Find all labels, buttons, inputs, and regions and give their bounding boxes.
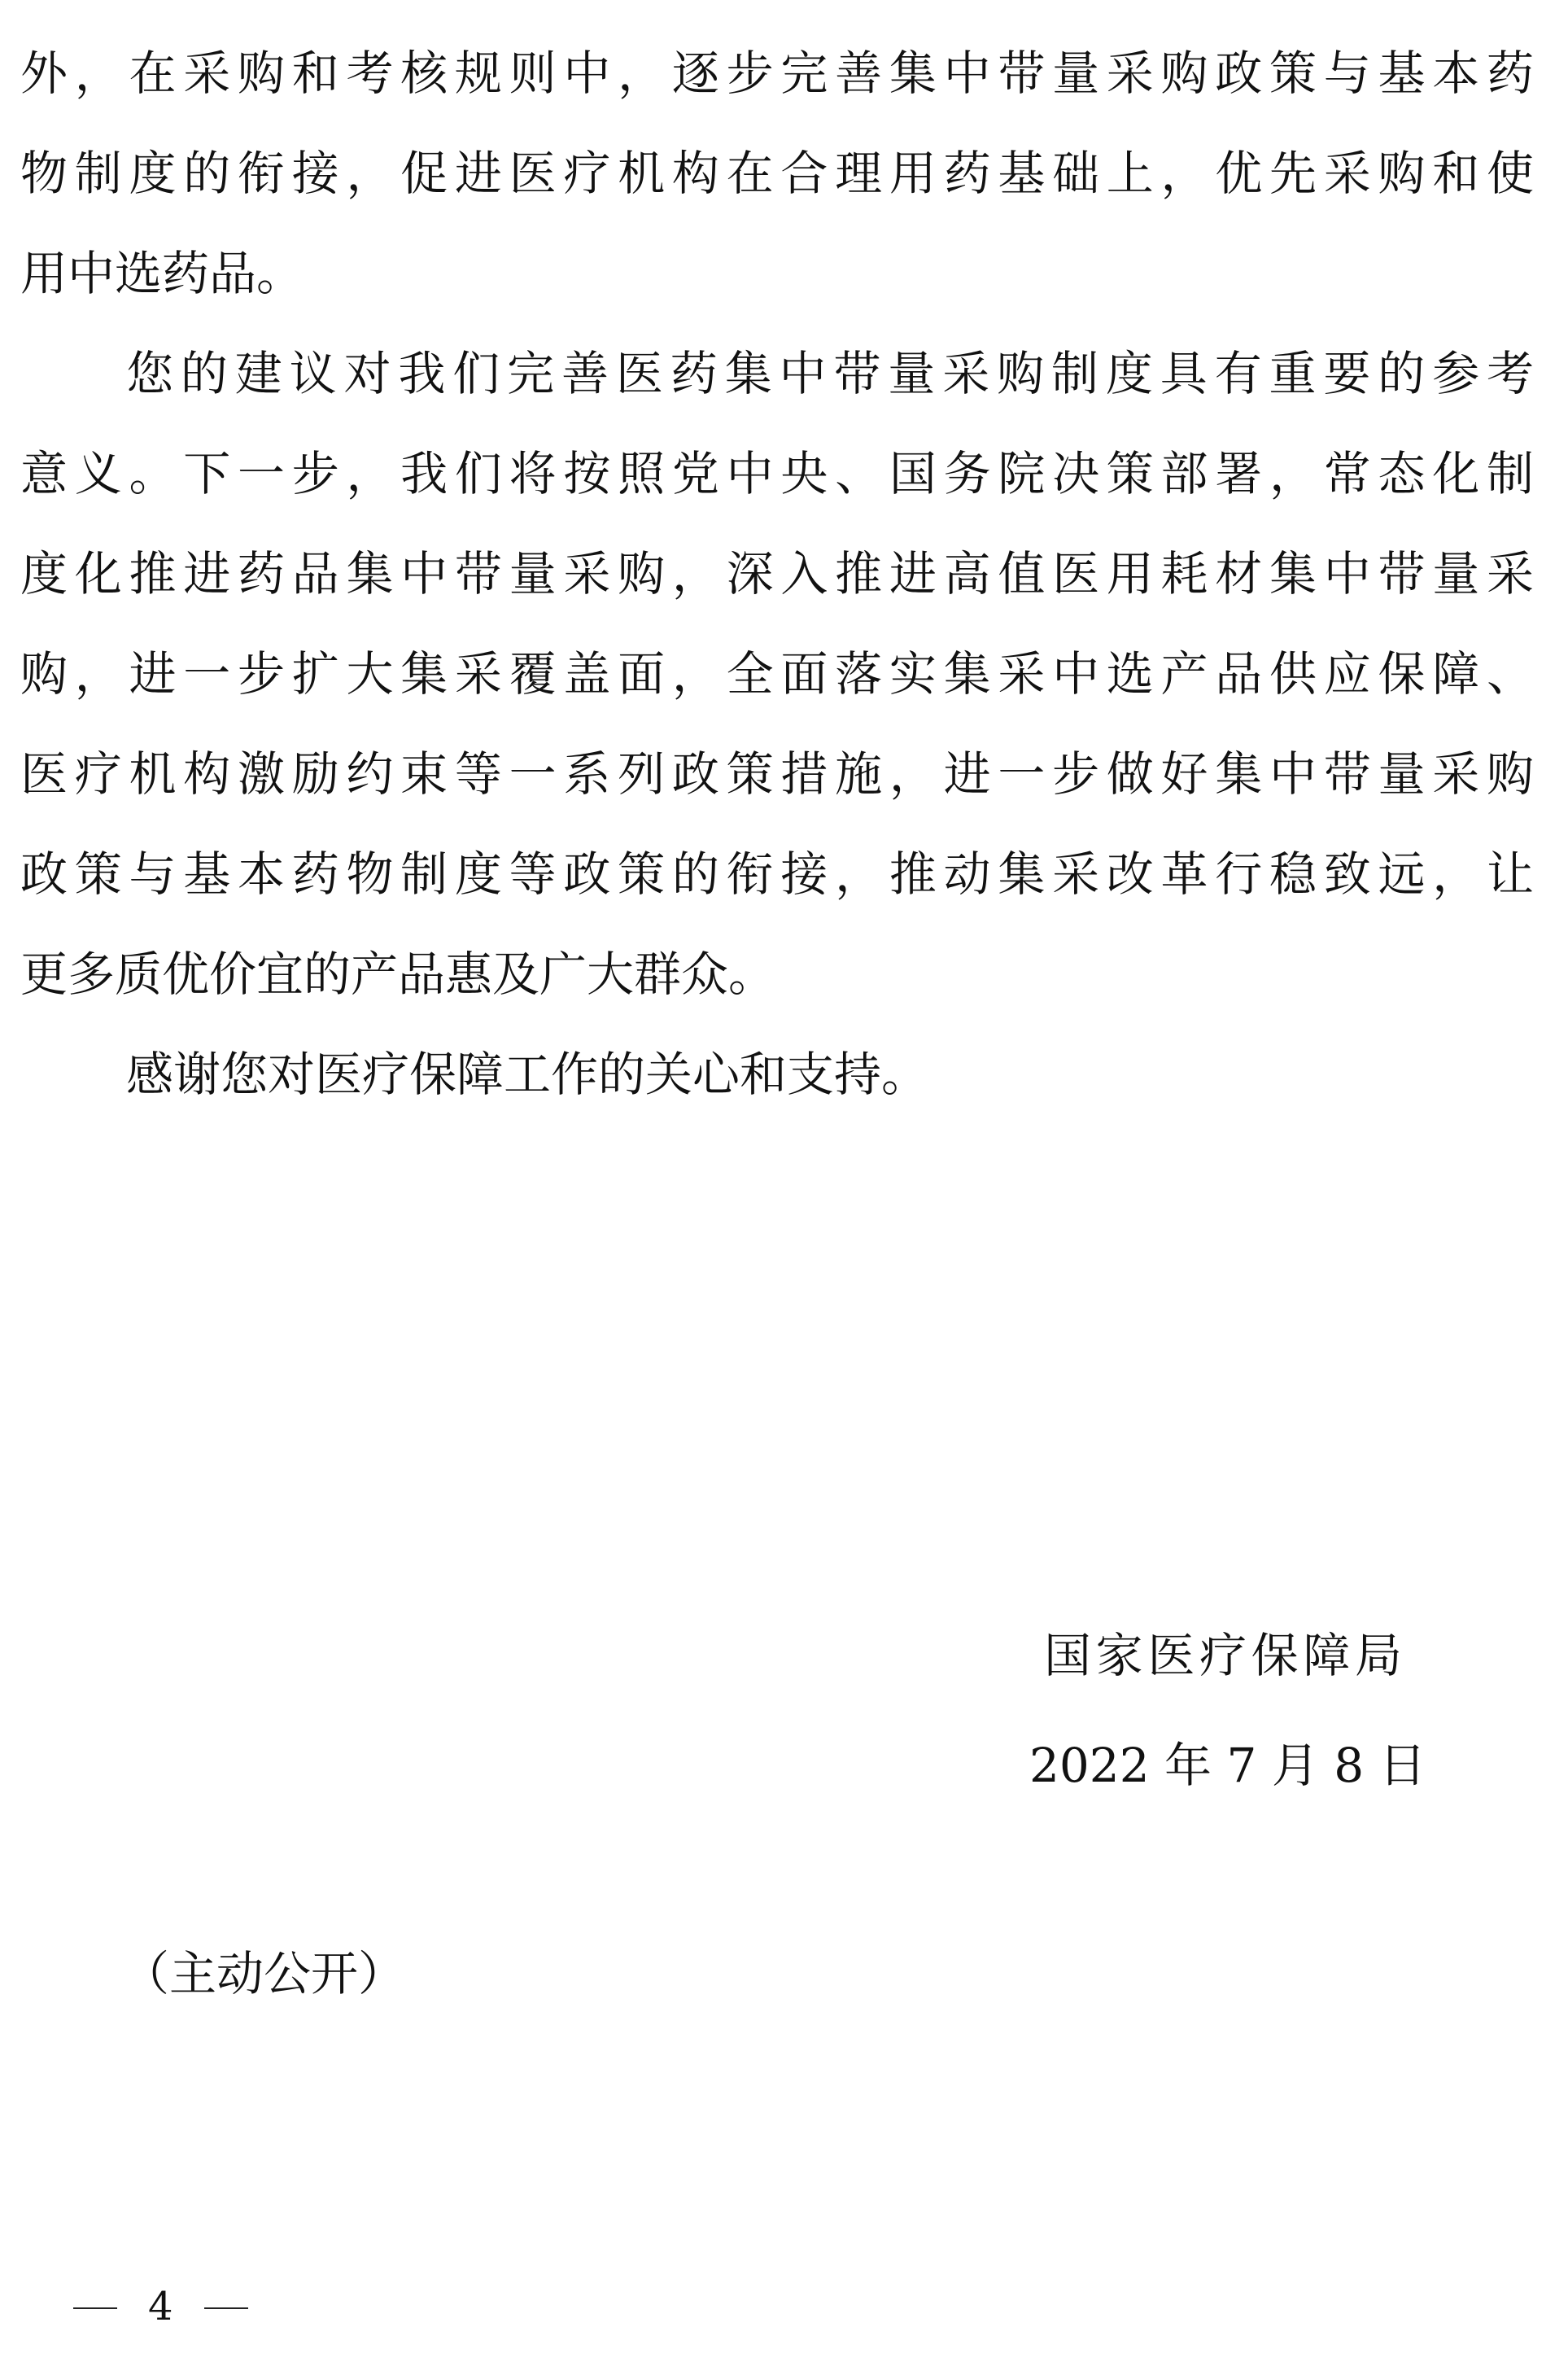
body-line-4: 您的建议对我们完善医药集中带量采购制度具有重要的参考 [126,346,1534,401]
body-line-5: 意义。下一步，我们将按照党中央、国务院决策部署，常态化制 [20,446,1534,501]
signature-date: 2022 年 7 月 8 日 [1029,1738,1426,1793]
body-line-9: 政策与基本药物制度等政策的衔接，推动集采改革行稳致远，让 [20,846,1534,902]
footer-dash-right [204,2307,248,2309]
signature-organization: 国家医疗保障局 [1044,1628,1402,1683]
body-line-8: 医疗机构激励约束等一系列政策措施，进一步做好集中带量采购 [20,746,1534,802]
page-footer [73,2284,248,2329]
footer-dash-left [73,2307,117,2309]
body-line-10: 更多质优价宜的产品惠及广大群众。 [20,947,776,1002]
body-line-11: 感谢您对医疗保障工作的关心和支持。 [126,1047,929,1102]
body-line-2: 物制度的衔接，促进医疗机构在合理用药基础上，优先采购和使 [20,146,1534,201]
body-line-7: 购，进一步扩大集采覆盖面，全面落实集采中选产品供应保障、 [20,646,1534,702]
body-line-6: 度化推进药品集中带量采购，深入推进高值医用耗材集中带量采 [20,546,1534,601]
page-number: 4 [148,2284,173,2329]
body-line-1: 外，在采购和考核规则中，逐步完善集中带量采购政策与基本药 [20,46,1534,101]
disclosure-note: （主动公开） [122,1946,406,2001]
body-line-3: 用中选药品。 [20,246,304,301]
